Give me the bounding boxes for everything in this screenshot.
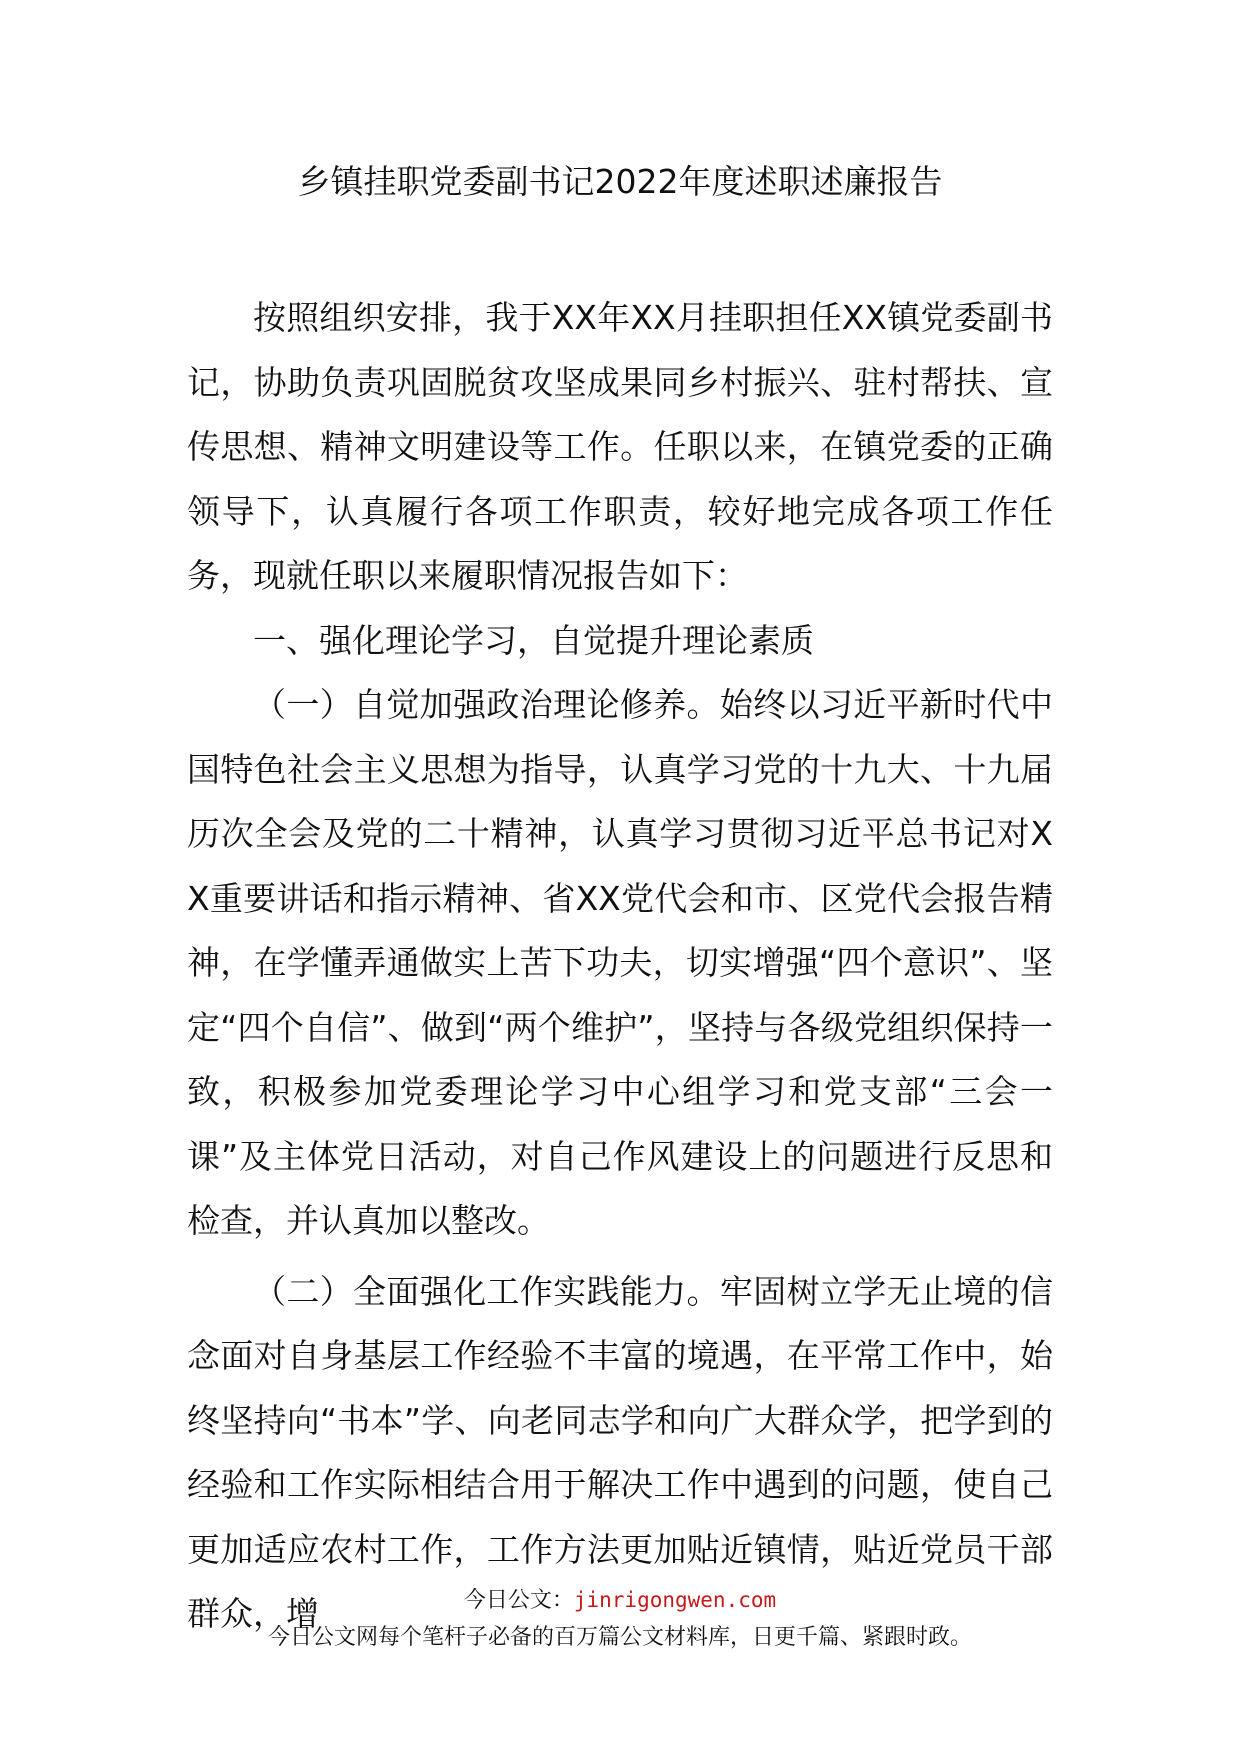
intro-paragraph: 按照组织安排，我于XX年XX月挂职担任XX镇党委副书记，协助负责巩固脱贫攻坚成果同乡村振兴、驻村帮扶、宣传思想、精神文明建设等工作。任职以来，在镇党委的正确领导下，认真履行各项工作职责，较好地完成各项工作任务，现就任职以来履职情况报告如下： [187, 298, 1053, 595]
subsection-paragraph-2: （二）全面强化工作实践能力。牢固树立学无止境的信念面对自身基层工作经验不丰富的境遇，在平常工作中，始终坚持向“书本”学、向老同志学和向广大群众学，把学到的经验和工作实际相结合用于解决工作中遇到的问题，使自己更加适应农村工作，工作方法更加贴近镇情，贴近党员干部群众，增 [187, 1271, 1053, 1633]
document-body [187, 286, 1053, 1647]
footer-site-link[interactable]: jinrigongwen.com [573, 1588, 777, 1612]
subsection-paragraph-1: （一）自觉加强政治理论修养。始终以习近平新时代中国特色社会主义思想为指导，认真学习党的十九大、十九届历次全会及党的二十精神，认真学习贯彻习近平总书记对XX重要讲话和指示精神、省XX党代会和市、区党代会报告精神，在学懂弄通做实上苦下功夫，切实增强“四个意识”、坚定“四个自信”、做到“两个维护”，坚持与各级党组织保持一致，积极参加党委理论学习中心组学习和党支部“三会一课”及主体党日活动，对自己作风建设上的问题进行反思和检查，并认真加以整改。 [187, 685, 1053, 1240]
footer-site-line [0, 1585, 1240, 1616]
document-title: 乡镇挂职党委副书记2022年度述职述廉报告 [297, 162, 943, 201]
section-heading-1: 一、强化理论学习，自觉提升理论素质 [253, 620, 814, 660]
footer-slogan: 今日公文网每个笔杆子必备的百万篇公文材料库，日更千篇、紧跟时政。 [267, 1625, 972, 1650]
footer-site-label: 今日公文： [463, 1588, 574, 1613]
